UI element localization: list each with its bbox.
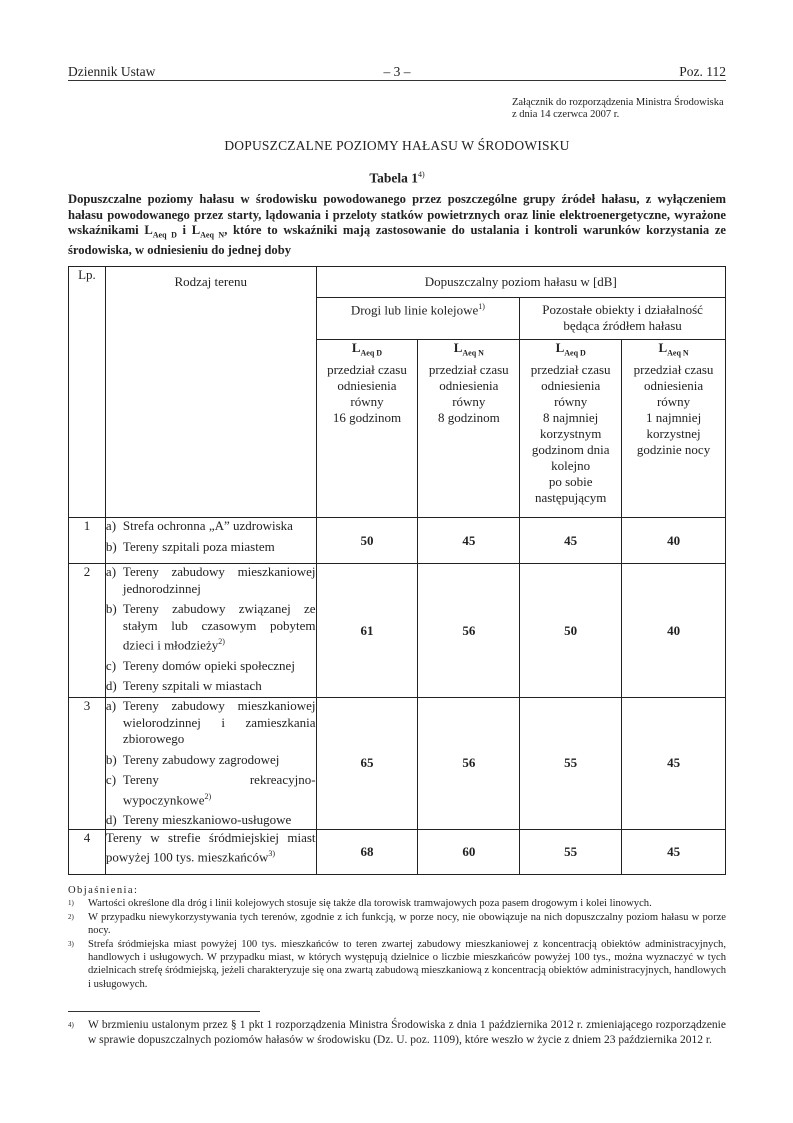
value-cell: 45: [520, 518, 622, 564]
header-area-type: Rodzaj terenu: [105, 267, 316, 518]
note-text: Strefa śródmiejska miast powyżej 100 tys. mieszkańców to teren zwartej zabudowy mieszkaniowej z koncentracją obiektów administracyjnych, handlowych i usługowych. W przypadku miast, w których występują dzielnice o liczbie mieszkańców powyżej 100 tys., można wyznaczyć w tych dzielnicach strefę śródmiejską, jeżeli charakteryzuje się ona zwartą zabudową mieszkaniową z koncentracją obiektów administracyjnych, handlowych i usługowych.: [88, 938, 726, 990]
item-label: d): [105, 812, 117, 828]
value-cell: 60: [418, 829, 520, 874]
item-label: d): [105, 678, 117, 694]
explanation-note: [68, 897, 726, 910]
item-label: a): [105, 518, 117, 533]
item-text: Strefa ochronna „A” uzdrowiska: [122, 518, 293, 533]
page-number: – 3 –: [383, 64, 411, 79]
row-area-types: [105, 564, 316, 698]
explanation-note: [68, 911, 726, 938]
intro-part-2: i L: [176, 223, 201, 238]
row-lp: 3: [69, 698, 106, 830]
column-line: 16 godzinom: [332, 409, 402, 425]
indicator-sub: Aeq N: [462, 348, 484, 358]
item-label: b): [105, 601, 117, 616]
table-title-ref: 4): [417, 170, 425, 179]
note-number: 3): [68, 939, 74, 948]
indicator-base: L: [658, 340, 668, 355]
list-item: [106, 564, 316, 597]
annex-line-1: Załącznik do rozporządzenia Ministra Środowiska: [512, 97, 724, 108]
value-cell: 68: [316, 829, 418, 874]
row-lp: 4: [69, 829, 106, 874]
value-cell: 56: [418, 564, 520, 698]
position-number: Poz. 112: [679, 64, 726, 79]
value-cell: 50: [316, 518, 418, 564]
explanation-note: [68, 938, 726, 992]
column-line: przedział czasu: [327, 361, 407, 377]
list-item: [106, 698, 316, 748]
footnote: [68, 1018, 726, 1047]
item-label: c): [105, 772, 117, 787]
note-number: 1): [68, 899, 74, 908]
item-text: Tereny szpitali poza miastem: [122, 538, 275, 554]
column-line: przedział czasu: [530, 361, 611, 377]
column-line: równy: [350, 393, 384, 409]
list-item: [106, 752, 316, 769]
column-line: równy: [452, 393, 486, 409]
footnote-number: 4): [68, 1021, 74, 1029]
item-text: Tereny domów opieki społecznej: [122, 657, 295, 673]
value-cell: 50: [520, 564, 622, 698]
column-line: równy: [554, 393, 588, 409]
intro-sub-1: Aeq D: [152, 230, 177, 240]
indicator-sub: Aeq N: [667, 348, 689, 358]
column-line: odniesienia: [643, 377, 704, 393]
column-line: odniesienia: [337, 377, 397, 393]
noise-levels-table: [68, 266, 726, 875]
value-cell: 40: [622, 564, 726, 698]
row-area-types: [105, 518, 316, 564]
header-rule: [68, 80, 726, 81]
item-text: Tereny szpitali w miastach: [122, 678, 262, 694]
column-indicator: [418, 340, 519, 362]
list-item: [106, 772, 316, 808]
value-cell: 40: [622, 518, 726, 564]
header-other-line-2: będąca źródłem hałasu: [563, 318, 682, 333]
list-item: [106, 539, 316, 556]
header-lp: Lp.: [69, 267, 106, 518]
value-cell: 55: [520, 829, 622, 874]
indicator-sub: Aeq D: [360, 348, 383, 358]
table-intro: [68, 192, 726, 259]
journal-name: Dziennik Ustaw: [68, 64, 156, 79]
column-line: 8 najmniej: [543, 409, 599, 425]
table-row: [69, 518, 726, 564]
row-lp: 2: [69, 564, 106, 698]
list-item: [106, 812, 316, 829]
column-indicator: [317, 340, 418, 362]
item-label: a): [105, 698, 117, 713]
intro-part-1: Dopuszczalne poziomy hałasu w środowisku powodowanego przez poszczególne grupy źródeł hałasu, z wyłączeniem hałasu powodowanego przez starty, lądowania i przeloty statków powietrznych oraz linie elektroenergetyczne, wyrażone wskaźnikami L: [68, 192, 726, 238]
footnote-text: W brzmieniu ustalonym przez § 1 pkt 1 rozporządzenia Ministra Środowiska z dnia 1 października 2012 r. zmieniającego rozporządzenie w sprawie dopuszczalnych poziomów hałasów w środowisku (Dz. U. poz. 1109), które weszło w życie z dniem 23 października 2012 r.: [88, 1019, 726, 1046]
item-text: Tereny mieszkaniowo-usługowe: [122, 812, 292, 828]
table-row: [69, 698, 726, 830]
column-line: odniesienia: [439, 377, 499, 393]
list-item: [106, 518, 316, 535]
column-header: [622, 340, 726, 518]
explanations-title: Objaśnienia:: [68, 885, 139, 896]
column-line: 8 godzinom: [437, 409, 500, 425]
column-line: 1 najmniej: [645, 409, 702, 425]
column-line: godzinie nocy: [636, 441, 711, 457]
column-line: następującym: [534, 489, 607, 505]
indicator-base: L: [453, 340, 463, 355]
item-ref: 3): [268, 849, 276, 859]
value-cell: 45: [622, 698, 726, 830]
header-other-sources: [520, 298, 726, 340]
value-cell: 65: [316, 698, 418, 830]
explanations: [68, 884, 726, 991]
column-line: przedział czasu: [633, 361, 714, 377]
item-text: Tereny zabudowy mieszkaniowej jednorodzinnej: [122, 564, 316, 596]
value-cell: 45: [418, 518, 520, 564]
column-indicator: [622, 340, 725, 362]
note-text: Wartości określone dla dróg i linii kolejowych stosuje się także dla torowisk tramwajowych poza pasem drogowym i kolei linowych.: [88, 898, 652, 910]
column-header: [418, 340, 520, 518]
item-text: Tereny zabudowy mieszkaniowej wielorodzinnej i zamieszkania zbiorowego: [122, 698, 316, 746]
annex-note: [512, 97, 724, 121]
header-roads-rail-ref: 1): [478, 302, 485, 311]
header-noise-level: Dopuszczalny poziom hałasu w [dB]: [316, 267, 725, 298]
header-roads-rail: [316, 298, 520, 340]
indicator-base: L: [555, 340, 565, 355]
row-area-types: [105, 698, 316, 830]
row-text: [106, 830, 316, 866]
column-line: korzystnym: [539, 425, 602, 441]
value-cell: 45: [622, 829, 726, 874]
header-roads-rail-text: Drogi lub linie kolejowe: [350, 302, 479, 318]
item-text: Tereny w strefie śródmiejskiej miast powyżej 100 tys. mieszkańców: [105, 829, 316, 865]
item-label: c): [105, 657, 117, 673]
table-title: [68, 170, 726, 187]
row-area-types: [105, 829, 316, 874]
table-title-text: Tabela 1: [369, 170, 418, 186]
item-ref: 2): [218, 637, 225, 646]
indicator-base: L: [351, 340, 361, 355]
document-title: DOPUSZCZALNE POZIOMY HAŁASU W ŚRODOWISKU: [224, 138, 570, 153]
item-label: b): [105, 751, 117, 767]
column-line: odniesienia: [541, 377, 601, 393]
column-line: po sobie: [548, 473, 593, 489]
column-header: [520, 340, 622, 518]
value-cell: 61: [316, 564, 418, 698]
item-text: Tereny rekreacyjno-wypoczynkowe: [122, 772, 316, 807]
list-item: [106, 601, 316, 654]
column-line: korzystnej: [646, 425, 701, 441]
header-other-line-1: Pozostałe obiekty i działalność: [542, 302, 703, 317]
column-header: [316, 340, 418, 518]
item-ref: 2): [204, 791, 212, 801]
table-row: [69, 829, 726, 874]
intro-sub-2: Aeq N: [200, 230, 225, 240]
item-label: b): [105, 538, 117, 554]
item-text: Tereny zabudowy związanej ze stałym lub czasowym pobytem dzieci i młodzieży: [122, 601, 316, 653]
footnote-rule: [68, 1011, 260, 1012]
column-line: przedział czasu: [428, 361, 509, 377]
list-item: [106, 658, 316, 675]
column-line: kolejno: [551, 457, 591, 473]
column-line: równy: [656, 393, 691, 409]
row-lp: 1: [69, 518, 106, 564]
list-item: [106, 678, 316, 695]
intro-part-3: , które to wskaźniki mają zastosowanie do ustalania i kontroli warunków korzystania ze środowiska, w odniesieniu do jednej doby: [68, 223, 727, 258]
item-text: Tereny zabudowy zagrodowej: [122, 751, 280, 767]
column-indicator: [520, 340, 621, 362]
annex-line-2: z dnia 14 czerwca 2007 r.: [512, 109, 620, 120]
value-cell: 55: [520, 698, 622, 830]
value-cell: 56: [418, 698, 520, 830]
note-text: W przypadku niewykorzystywania tych terenów, zgodnie z ich funkcją, w porze nocy, nie obowiązuje na nich dopuszczalny poziom hałasu w porze nocy.: [88, 911, 726, 937]
table-row: [69, 564, 726, 698]
indicator-sub: Aeq D: [564, 348, 586, 358]
item-label: a): [105, 564, 117, 579]
note-number: 2): [68, 912, 74, 921]
column-line: godzinom dnia: [531, 441, 610, 457]
